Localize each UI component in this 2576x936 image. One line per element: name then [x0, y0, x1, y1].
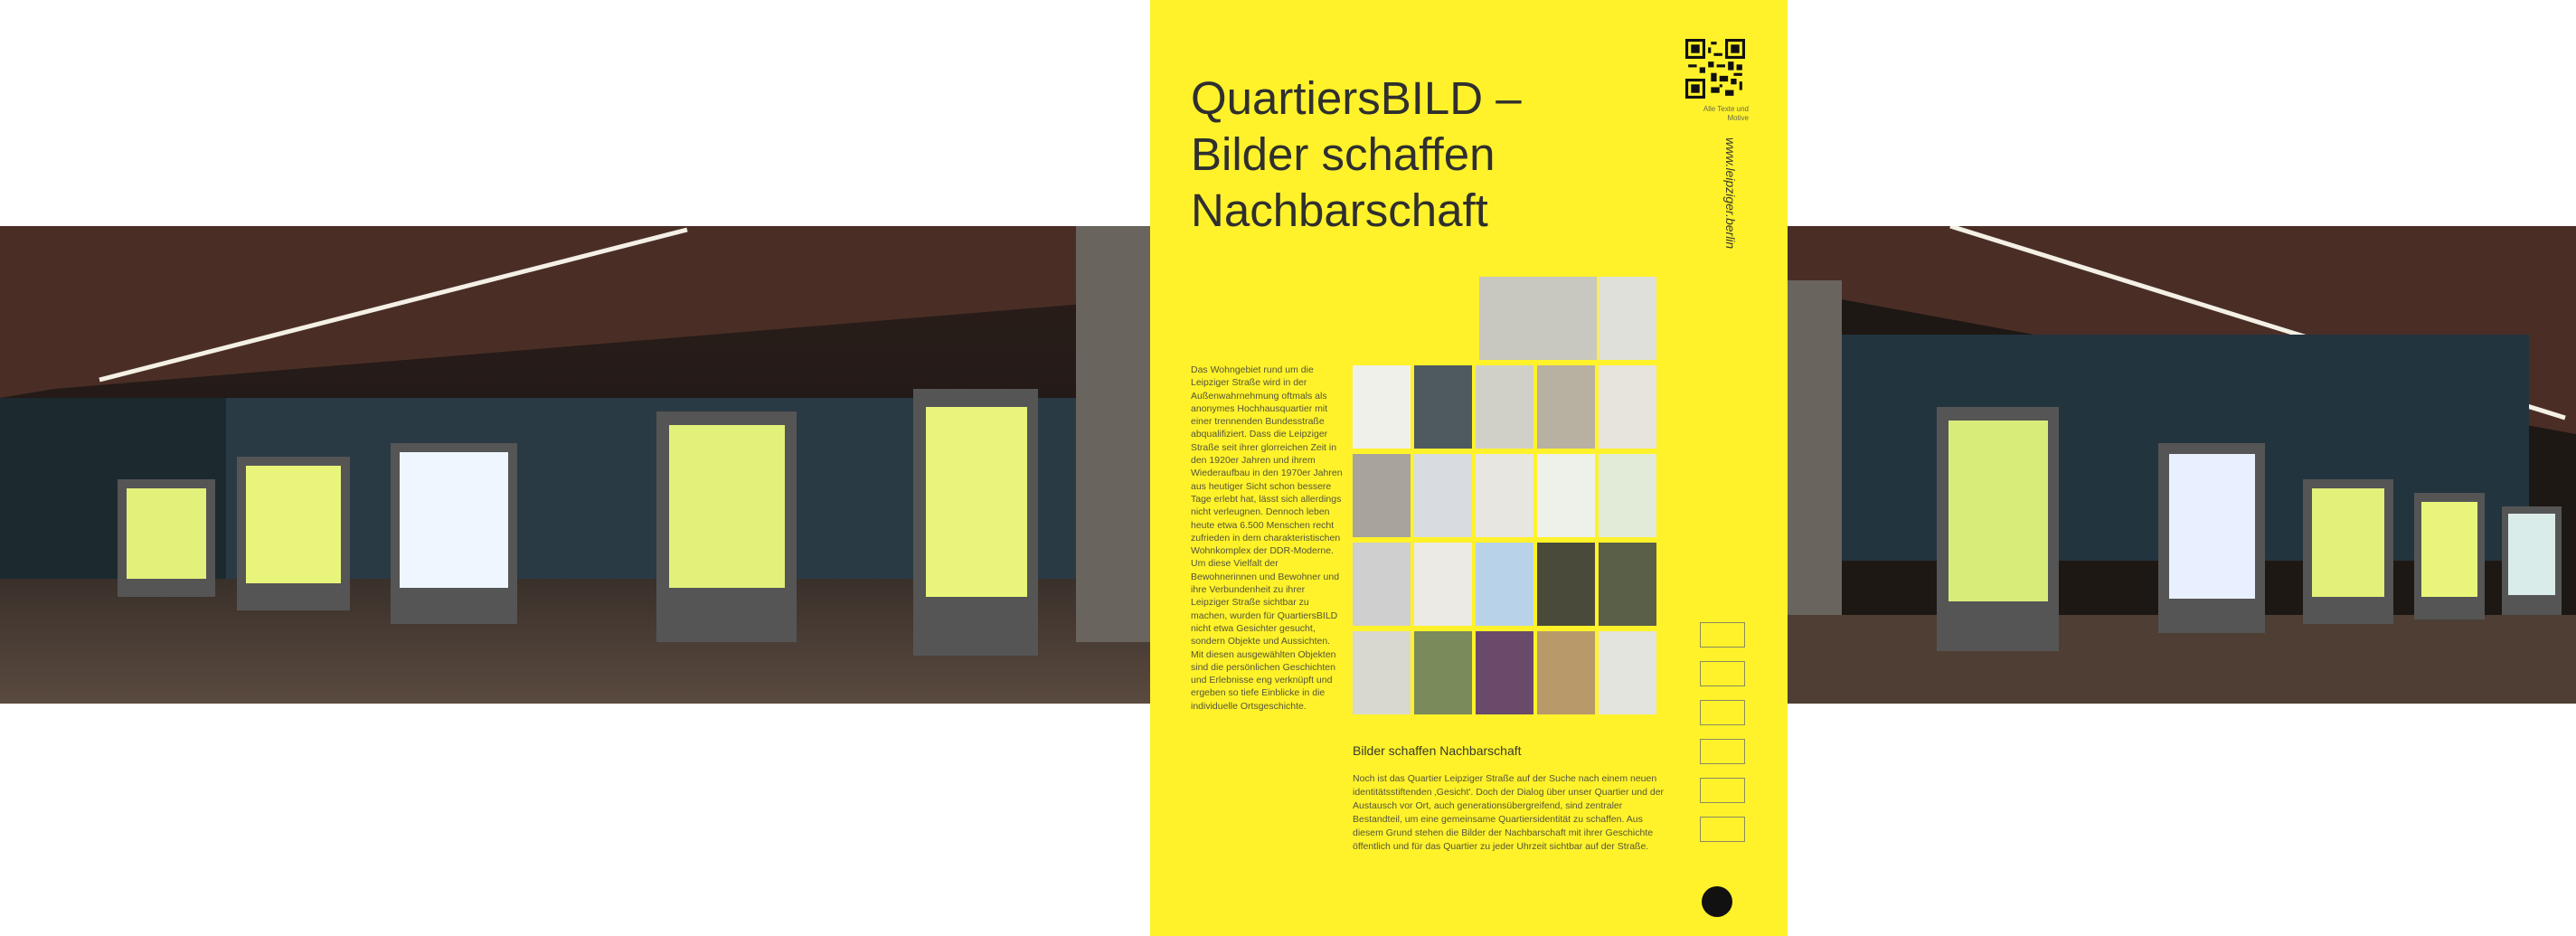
grid-photo: [1537, 454, 1595, 537]
grid-photo: [1537, 543, 1595, 626]
grid-photo: [1476, 365, 1533, 449]
night-exhibition-scene: [0, 226, 1150, 704]
grid-photo: [1476, 454, 1533, 537]
qr-caption: Alle Texte und Motive: [1703, 105, 1749, 122]
object-photo-grid: [1353, 277, 1656, 720]
grid-photo: [1599, 277, 1656, 360]
poster-subtext: Noch ist das Quartier Leipziger Straße auf der Suche nach einem neuen identitätsstiftenden ‚Gesicht'. Doch der Dialog über unser Quartier und der Austausch vor Ort, auch generationsübergreifend, sind zentraler Bestandteil, um eine gemeinsame Quartiersidentität zu schaffen. Aus diesem Grund stehen die Bilder der Nachbarschaft mit ihrer Geschichte öffentlich und für das Quartier zu jeder Uhrzeit sichtbar auf der Straße.: [1353, 773, 1665, 852]
exhibition-photo-left: [0, 226, 1150, 704]
grid-photo: [1414, 365, 1472, 449]
qr-code-icon[interactable]: [1685, 39, 1745, 99]
poster-body-text: Das Wohngebiet rund um die Leipziger Straße wird in der Außenwahrnehmung oftmals als anonymes Hochhausquartier mit einer trennenden Bundesstraße abqualifiziert. Dass die Leipziger Straße seit ihrer glorreichen Zeit in den 1920er Jahren und ihrem Wiederaufbau in den 1970er Jahren aus heutiger Sicht schon bessere Tage erlebt hat, lässt sich allerdings nicht verleugnen. Dennoch leben heute etwa 6.500 Menschen recht zufrieden in dem charakteristischen Wohnkomplex der DDR-Moderne. Um diese Vielfalt der Bewohnerinnen und Bewohner und ihre Verbundenheit zu ihrer Leipziger Straße sichtbar zu machen, wurden für QuartiersBILD nicht etwa Gesichter gesucht, sondern Objekte und Aussichten. Mit diesen ausgewählten Objekten sind die persönlichen Geschichten und Erlebnisse eng verknüpft und ergeben so tiefe Einblicke in die individuelle Ortsgeschichte.: [1191, 364, 1343, 712]
grid-photo: [1414, 631, 1472, 714]
poster-title: QuartiersBILD – Bilder schaffen Nachbarschaft: [1191, 72, 1522, 236]
grid-photo: [1537, 365, 1595, 449]
sponsor-logo: [1700, 778, 1745, 803]
grid-photo: [1599, 543, 1656, 626]
grid-photo: [1479, 277, 1597, 360]
sponsor-logo: [1700, 700, 1745, 725]
sponsor-logo: [1700, 817, 1745, 842]
sponsor-logo: [1700, 622, 1745, 648]
grid-photo: [1476, 631, 1533, 714]
website-url[interactable]: www.leipziger.berlin: [1723, 137, 1738, 250]
grid-photo: [1353, 543, 1411, 626]
grid-photo: [1599, 365, 1656, 449]
sponsor-logos: [1700, 622, 1745, 856]
exhibition-photo-right: [1788, 226, 2576, 704]
round-logo-icon: [1702, 886, 1732, 917]
grid-photo: [1353, 454, 1411, 537]
grid-photo: [1414, 543, 1472, 626]
night-exhibition-scene: [1788, 226, 2576, 704]
sponsor-logo: [1700, 661, 1745, 686]
grid-photo: [1537, 631, 1595, 714]
poster: [1150, 0, 1788, 936]
grid-photo: [1599, 454, 1656, 537]
grid-photo: [1476, 543, 1533, 626]
grid-photo: [1353, 365, 1411, 449]
grid-photo: [1599, 631, 1656, 714]
poster-subheading: Bilder schaffen Nachbarschaft: [1353, 743, 1522, 758]
sponsor-logo: [1700, 739, 1745, 764]
grid-photo: [1353, 631, 1411, 714]
grid-photo: [1414, 454, 1472, 537]
